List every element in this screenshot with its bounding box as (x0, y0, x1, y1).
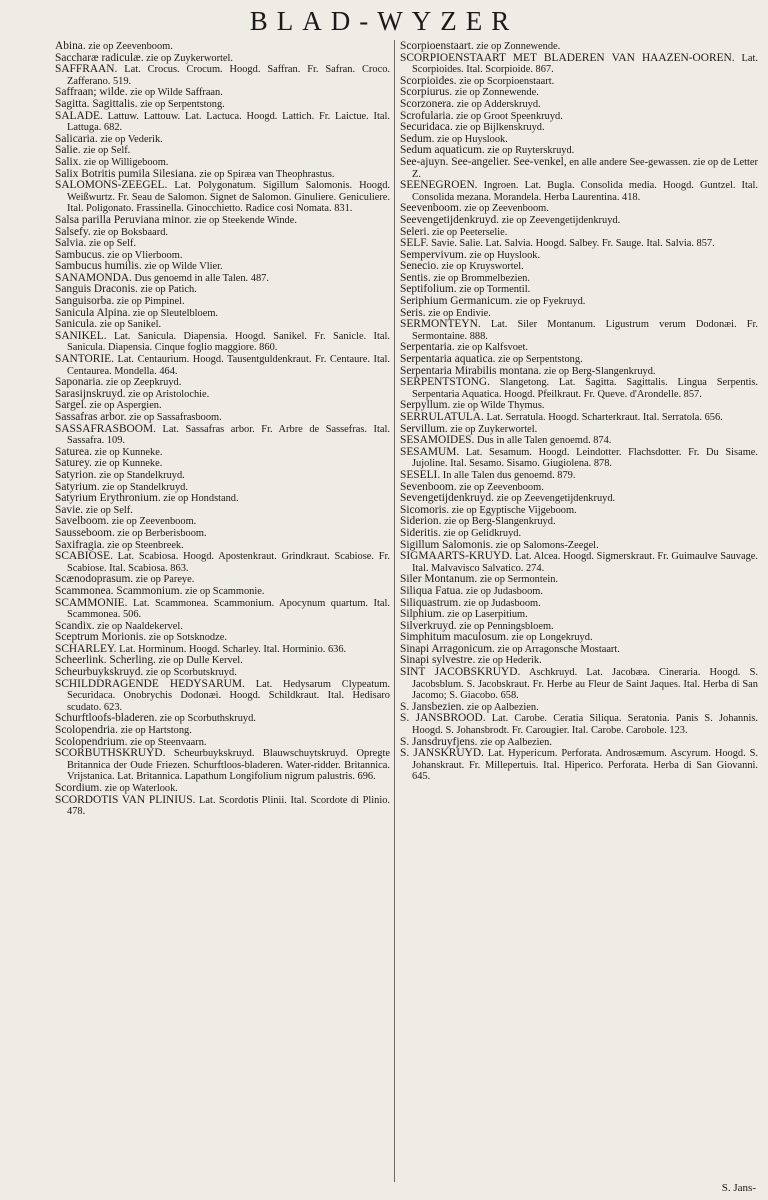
index-entry (55, 528, 390, 540)
index-entry (400, 250, 758, 262)
index-entry (55, 64, 390, 87)
entry-headword: Sedum aquaticum. (400, 144, 485, 157)
entry-headword: Saccharæ radiculæ. (55, 51, 144, 64)
entry-reference: zie op Bijlkenskruyd. (455, 122, 545, 134)
entry-reference: zie op Judasboom. (463, 597, 541, 609)
entry-headword: Sambucus. (55, 248, 105, 261)
entry-headword: Siliquastrum. (400, 596, 462, 609)
entry-headword: Sanicula Alpina. (55, 306, 131, 319)
entry-headword: Sanguisorba. (55, 295, 115, 308)
entry-reference: zie op Judasboom. (465, 585, 543, 597)
entry-headword: Schurftloofs-bladeren. (55, 712, 158, 725)
entry-headword: Savelboom. (55, 515, 110, 528)
entry-reference: Dus genoemd in alle Talen. 487. (134, 272, 269, 284)
entry-reference: Lat. Scordotis Plinii. Ital. Scordote di Plinio. 478. (67, 794, 390, 818)
entry-headword: Seevengetijdenkruyd. (400, 213, 500, 226)
entry-reference: Scheurbuykskruyd. Blauwschuytskruyd. Opregte Britannica der Oude Friezen. Schurftloos-bladeren. Water-ridder. Britannica. Vrijstanica. Lat. Britannica. Lapathum Longifolium nigrum palustris. 696. (67, 748, 390, 783)
entry-headword: SALOMONS-ZEEGEL. (55, 179, 168, 192)
entry-reference: zie op Zeevenboom. (111, 516, 197, 528)
entry-headword: Saturey. (55, 457, 92, 470)
left-column (55, 41, 390, 1181)
index-entry (400, 377, 758, 400)
entry-reference: zie op Egyptische Vijgeboom. (451, 504, 577, 516)
entry-reference: Lat. Hedysarum Clypeatum. Securidaca. Onobrychis Dodonæi. Hoogd. Schildkraut. Ital. Hedisaro scudato. 623. (67, 678, 390, 713)
entry-headword: Sausseboom. (55, 526, 115, 539)
entry-headword: Serpentaria. (400, 341, 455, 354)
index-entry (55, 679, 390, 714)
entry-reference: Lat. Scabiosa. Hoogd. Apostenkraut. Grindkraut. Scabiose. Fr. Scabiose. Ital. Scabiosa. 863. (67, 551, 390, 574)
index-entry (55, 493, 390, 505)
index-entry (400, 215, 758, 227)
entry-reference: zie op Spiræa van Theophrastus. (199, 168, 335, 180)
entry-reference: zie op Sassafrasboom. (129, 412, 222, 423)
entry-headword: SCAMMONIE. (55, 596, 128, 609)
index-entry (55, 447, 390, 459)
index-entry (400, 551, 758, 574)
entry-headword: Sentis. (400, 271, 431, 284)
entry-reference: zie op Kalfsvoet. (457, 342, 529, 354)
entry-headword: Sevengetijdenkruyd. (400, 492, 494, 505)
entry-headword: S. Jansbezien. (400, 700, 465, 713)
entry-reference: zie op Zuykerwortel. (450, 423, 538, 435)
entry-reference: zie op Aspergien. (89, 400, 162, 412)
entry-headword: Scolopendrium. (55, 735, 128, 748)
entry-reference: In alle Talen dus genoemd. 879. (442, 469, 576, 481)
entry-reference: zie op Scorpioenstaart. (459, 75, 555, 87)
index-entry (55, 145, 390, 157)
entry-reference: zie op Zeevenboom. (459, 481, 544, 493)
entry-headword: SCHARLEY. (55, 642, 117, 655)
entry-reference: zie op Aristolochie. (128, 388, 210, 400)
index-entry (55, 354, 390, 377)
entry-reference: zie op Scorbuthskruyd. (159, 713, 256, 725)
entry-headword: Salsa parilla Peruviana minor. (55, 213, 192, 226)
entry-headword: SANTORIE. (55, 353, 114, 366)
index-entry (400, 598, 758, 610)
entry-reference: zie op Steekende Winde. (194, 214, 297, 226)
entry-headword: Sedum. (400, 132, 435, 145)
entry-reference: zie op Berberisboom. (117, 527, 207, 539)
index-entry (400, 412, 758, 424)
entry-headword: Servillum. (400, 422, 448, 435)
entry-reference: Slangetong. Lat. Sagitta. Sagittalis. Lingua Serpentis. Serpentaria Aquatica. Hoogd. Pfeilkraut. Fr. Queve. d'Arondelle. 857. (412, 377, 758, 400)
index-entry (55, 99, 390, 111)
index-entry (400, 505, 758, 517)
entry-headword: Salicaria. (55, 132, 98, 145)
entry-headword: Sigillum Salomonis. (400, 538, 494, 551)
entry-headword: Sevenboom. (400, 480, 457, 493)
index-entry (400, 111, 758, 123)
entry-headword: Serpyllum. (400, 399, 451, 412)
entry-headword: SAFFRAAN. (55, 63, 118, 76)
column-divider (394, 40, 395, 1182)
entry-headword: SCORBUTHSKRUYD. (55, 747, 166, 760)
entry-reference: zie op Hondstand. (163, 493, 239, 505)
entry-reference: zie op Dulle Kervel. (158, 655, 243, 667)
entry-headword: S. JANSKRUYD. (400, 747, 484, 760)
entry-headword: SALADE. (55, 109, 103, 122)
index-entry (55, 308, 390, 320)
index-entry (55, 551, 390, 574)
entry-reference: zie op Serpentstong. (498, 354, 583, 366)
index-entry (400, 296, 758, 308)
entry-headword: SCHILDDRAGENDE HEDYSARUM. (55, 677, 245, 690)
entry-reference: zie op Penningsbloem. (459, 620, 554, 632)
index-entry (400, 667, 758, 702)
index-entry (400, 122, 758, 134)
entry-headword: SCORPIOENSTAART MET BLADEREN VAN HAAZEN-OOREN. (400, 51, 735, 64)
entry-headword: Senecio. (400, 260, 439, 273)
index-entry (55, 795, 390, 818)
entry-headword: Salvia. (55, 237, 87, 250)
entry-headword: SINT JACOBSKRUYD. (400, 666, 521, 679)
entry-reference: zie op Vederik. (100, 133, 163, 145)
entry-headword: Seris. (400, 306, 426, 319)
entry-reference: Lat. Serratula. Hoogd. Scharterkraut. Ital. Serratola. 656. (486, 412, 723, 423)
entry-reference: zie op Huyslook. (469, 249, 541, 261)
page-title: BLAD-WYZER (249, 6, 519, 36)
entry-reference: zie op Zeevengetijdenkruyd. (496, 493, 616, 505)
entry-headword: Scandix. (55, 619, 95, 632)
entry-headword: Sideritis. (400, 526, 441, 539)
entry-headword: Scolopendria. (55, 724, 118, 737)
entry-headword: Sanicula. (55, 318, 98, 331)
index-entry (400, 227, 758, 239)
index-entry (55, 598, 390, 621)
entry-reference: zie op Endivie. (428, 307, 491, 319)
entry-headword: See-ajuyn. See-angelier. See-venkel, (400, 155, 567, 168)
entry-headword: Sargel. (55, 399, 87, 412)
entry-reference: zie op Boksbaard. (93, 226, 168, 238)
index-entry (55, 238, 390, 250)
entry-headword: Septifolium. (400, 283, 457, 296)
right-column (400, 41, 758, 1181)
entry-headword: Siler Montanum. (400, 573, 478, 586)
entry-reference: Dus in alle Talen genoemd. 874. (476, 435, 612, 447)
entry-headword: Scammonea. Scammonium. (55, 584, 183, 597)
entry-reference: zie op Standelkruyd. (99, 469, 185, 481)
entry-reference: zie op Zeevenboom. (88, 41, 173, 52)
index-entry (55, 180, 390, 215)
entry-headword: Scænodoprasum. (55, 573, 134, 586)
entry-reference: zie op Berg-Slangenkruyd. (444, 516, 556, 528)
entry-reference: zie op Wilde Thymus. (452, 400, 545, 412)
entry-reference: zie op Scammonie. (185, 585, 265, 597)
entry-reference: Lat. Hypericum. Perforata. Androsæmum. Ascyrum. Hoogd. S. Johanskraut. Fr. Millepertuis. Ital. Hiperico. Perforata. Herba di San Giovanni. 645. (412, 748, 758, 783)
entry-headword: Salix Botritis pumila Silesiana. (55, 167, 197, 180)
entry-reference: zie op Zeepkruyd. (106, 377, 182, 389)
entry-reference: Lat. Alcea. Hoogd. Sigmerskraut. Fr. Guimaulve Sauvage. Ital. Malvavisco Salvatico. 274. (412, 551, 758, 574)
entry-headword: Seleri. (400, 225, 430, 238)
entry-headword: Satyrium. (55, 480, 100, 493)
index-entry (55, 458, 390, 470)
entry-reference: zie op Self. (88, 238, 136, 250)
entry-headword: Sicomoris. (400, 503, 450, 516)
entry-headword: Securidaca. (400, 121, 453, 134)
entry-reference: zie op Longekruyd. (511, 632, 593, 644)
entry-headword: Scordium. (55, 782, 103, 794)
entry-reference: Lat. Polygonatum. Sigillum Salomonis. Hoogd. Weißwurtz. Fr. Seau de Salomon. Signet de Salomon. Ginuliere. Geniculiere. Ital. Poligonato. Frassinella. Ginocchietto. Radice così Nomata. 831. (67, 180, 390, 215)
entry-reference: Aschkruyd. Lat. Jacobæa. Cineraria. Hoogd. S. Jacobsblum. S. Jacobskraut. Fr. Herbe au Fleur de Saint Jaques. Ital. Herba di San Jacomo; S. Giacobo. 658. (412, 667, 758, 702)
entry-reference: Lat. Siler Montanum. Ligustrum verum Dodonæi. Fr. Sermontaine. 888. (412, 319, 758, 342)
entry-headword: Salie. (55, 144, 81, 157)
entry-headword: Satyrion. (55, 468, 97, 481)
entry-headword: SANIKEL. (55, 329, 107, 342)
entry-reference: zie op Zonnewende. (476, 41, 561, 52)
index-entry (400, 180, 758, 203)
index-entry (55, 470, 390, 482)
catchword: S. Jans- (721, 1182, 756, 1194)
entry-reference: Lat. Scorpioides. Ital. Scorpioide. 867. (412, 52, 758, 76)
index-entry (55, 748, 390, 783)
entry-headword: SCABIOSE. (55, 550, 113, 563)
entry-headword: SERPENTSTONG. (400, 376, 490, 389)
entry-headword: SERRULATULA. (400, 411, 484, 423)
entry-headword: SCORDOTIS VAN PLINIUS. (55, 793, 196, 806)
entry-reference: zie op Brommelbezien. (433, 272, 530, 284)
index-entry (400, 99, 758, 111)
index-entry (400, 516, 758, 528)
entry-headword: Saffraan; wilde. (55, 86, 128, 99)
entry-headword: Saturea. (55, 445, 93, 458)
entry-reference: zie op Patich. (140, 284, 197, 296)
entry-headword: Sinapi sylvestre. (400, 654, 476, 667)
entry-reference: Lat. Horminum. Hoogd. Scharley. Ital. Horminio. 636. (119, 643, 347, 655)
entry-headword: Seevenboom. (400, 202, 462, 215)
entry-reference: zie op Kruyswortel. (441, 261, 524, 273)
entry-reference: zie op Steenbreek. (107, 539, 184, 551)
entry-reference: zie op Hartstong. (120, 725, 192, 737)
entry-headword: Siderion. (400, 515, 442, 528)
index-entry (400, 53, 758, 76)
entry-reference: zie op Naaldekervel. (97, 620, 183, 632)
entry-headword: Scheurbuykskruyd. (55, 666, 144, 679)
entry-reference: zie op Zeevenboom. (464, 203, 549, 215)
entry-headword: Abina. (55, 41, 86, 52)
entry-headword: Scrofularia. (400, 109, 454, 122)
entry-headword: Serpentaria aquatica. (400, 353, 496, 366)
index-entry (55, 111, 390, 134)
entry-headword: SANAMONDA. (55, 271, 132, 284)
entry-reference: zie op Willigeboom. (83, 156, 169, 168)
entry-reference: zie op Sanikel. (99, 319, 162, 331)
entry-headword: Sanguis Draconis. (55, 283, 138, 296)
index-entry (400, 713, 758, 736)
entry-headword: Sambucus humilis. (55, 260, 142, 273)
entry-headword: Scorpioenstaart. (400, 41, 474, 52)
entry-reference: zie op Aalbezien. (466, 701, 539, 713)
index-entry (55, 134, 390, 146)
entry-reference: Lat. Carobe. Ceratia Siliqua. Seratonia. Panis S. Johannis. Hoogd. S. Johansbrodt. Fr. Carougier. Ital. Carobe. Carobole. 123. (412, 713, 758, 737)
entry-reference: zie op Self. (83, 145, 131, 157)
entry-headword: Savie. (55, 503, 84, 516)
entry-headword: SASSAFRASBOOM. (55, 422, 156, 435)
entry-reference: Lattuw. Lattouw. Lat. Lactuca. Hoogd. Lattich. Fr. Laictue. Ital. Lattuga. 682. (67, 110, 390, 134)
entry-reference: Ingroen. Lat. Bugla. Consolida media. Hoogd. Guntzel. Ital. Consolida mezana. Morandela. Herba Laurentina. 418. (412, 180, 758, 203)
entry-headword: Scorzonera. (400, 97, 455, 110)
entry-reference: zie op Zonnewende. (454, 87, 539, 99)
entry-reference: zie op Sleutelbloem. (132, 307, 219, 319)
entry-headword: SELF. (400, 237, 429, 250)
entry-headword: SESAMOIDES. (400, 434, 475, 447)
entry-headword: Sinapi Arragonicum. (400, 642, 495, 655)
entry-headword: Seriphium Germanicum. (400, 295, 513, 308)
entry-headword: Saponaria. (55, 376, 104, 389)
entry-headword: S. JANSBROOD. (400, 712, 486, 725)
entry-headword: Sagitta. Sagittalis. (55, 97, 138, 110)
entry-reference: zie op Scorbutskruyd. (145, 667, 237, 679)
index-entry (55, 331, 390, 354)
entry-reference: Lat. Scammonea. Scammonium. Apocynum quartum. Ital. Scammonea. 506. (67, 597, 390, 621)
index-entry (400, 76, 758, 88)
entry-reference: zie op Vlierboom. (107, 249, 183, 261)
entry-reference: zie op Waterlook. (104, 783, 178, 794)
index-entry (55, 215, 390, 227)
entry-reference: Lat. Sesamum. Hoogd. Leindotter. Flachsdotter. Fr. Du Sisame. Jujoline. Ital. Sesamo. Sisamo. Giugiolena. 878. (412, 446, 758, 470)
entry-headword: S. Jansdruyfjens. (400, 735, 478, 748)
entry-reference: zie op Tormentil. (459, 284, 531, 296)
index-entry (400, 319, 758, 342)
entry-reference: zie op Zeevengetijdenkruyd. (501, 214, 621, 226)
entry-headword: Sassafras arbor. (55, 411, 127, 423)
entry-headword: SESAMUM. (400, 445, 460, 458)
entry-reference: en alle andere See-gewassen. zie op de Letter Z. (412, 156, 758, 180)
entry-reference: zie op Kunneke. (94, 446, 163, 458)
entry-headword: SERMONTEYN. (400, 318, 481, 331)
entry-reference: zie op Arragonsche Mostaart. (497, 643, 620, 655)
entry-reference: zie op Fyekruyd. (515, 296, 586, 308)
index-entry (55, 227, 390, 239)
entry-headword: Satyrium Erythronium. (55, 492, 161, 505)
entry-reference: Lat. Crocus. Crocum. Hoogd. Saffran. Fr. Safran. Croco. Zafferano. 519. (67, 64, 390, 87)
entry-headword: SEENEGROEN. (400, 179, 478, 192)
entry-reference: zie op Standelkruyd. (102, 481, 188, 493)
index-entry (400, 157, 758, 180)
index-entry (400, 447, 758, 470)
entry-headword: Serpentaria Mirabilis montana. (400, 364, 542, 377)
entry-reference: zie op Self. (85, 504, 133, 516)
entry-headword: Sceptrum Morionis. (55, 631, 147, 644)
entry-headword: SIGMAARTS-KRUYD. (400, 550, 513, 563)
entry-headword: Salsefy. (55, 225, 91, 238)
entry-headword: Sempervivum. (400, 248, 467, 261)
entry-reference: zie op Sermontein. (479, 574, 559, 586)
index-entry (55, 389, 390, 401)
entry-reference: zie op Serpentstong. (140, 98, 225, 110)
entry-headword: Simphitum maculosum. (400, 631, 509, 644)
entry-reference: zie op Salomons-Zeegel. (495, 539, 599, 551)
entry-headword: Siliqua Fatua. (400, 584, 464, 597)
entry-headword: Salix. (55, 155, 82, 168)
entry-reference: Lat. Centaurium. Hoogd. Tausentguldenkraut. Fr. Centaure. Ital. Centaurea. Mondella. 464. (67, 354, 390, 377)
entry-headword: Silverkruyd. (400, 619, 457, 632)
entry-reference: zie op Huyslook. (437, 133, 508, 145)
entry-reference: zie op Steenvaarn. (130, 736, 207, 748)
index-entry (55, 424, 390, 447)
entry-reference: zie op Sotsknodze. (148, 632, 227, 644)
entry-reference: zie op Gelidkruyd. (443, 527, 522, 539)
entry-reference: zie op Groot Speenkruyd. (456, 110, 563, 122)
entry-headword: Scorpiurus. (400, 86, 453, 99)
entry-headword: Scheerlink. Scherling. (55, 654, 156, 667)
entry-headword: Silphium. (400, 608, 445, 621)
entry-reference: zie op Wilde Vlier. (144, 261, 223, 273)
entry-reference: zie op Peeterselie. (432, 226, 508, 238)
entry-reference: zie op Adderskruyd. (456, 98, 541, 110)
index-entry (400, 493, 758, 505)
entry-headword: Sarasijnskruyd. (55, 387, 126, 400)
entry-reference: zie op Pimpinel. (116, 296, 185, 308)
entry-reference: zie op Hederik. (477, 655, 542, 667)
entry-headword: SESELI. (400, 468, 441, 481)
entry-reference: zie op Zuykerwortel. (146, 52, 234, 64)
entry-reference: zie op Wilde Saffraan. (130, 87, 223, 99)
entry-reference: zie op Ruyterskruyd. (487, 145, 575, 157)
entry-headword: Scorpioides. (400, 74, 457, 87)
entry-reference: zie op Berg-Slangenkruyd. (544, 365, 656, 377)
index-entry (400, 261, 758, 273)
entry-headword: Saxifragia. (55, 538, 105, 551)
entry-reference: Lat. Sanicula. Diapensia. Hoogd. Sanikel. Fr. Sanicle. Ital. Sanicula. Diapensia. Cinque foglio maggiore. 860. (67, 330, 390, 354)
index-entry (400, 748, 758, 783)
entry-reference: zie op Aalbezien. (480, 736, 552, 748)
entry-reference: zie op Kunneke. (94, 458, 163, 470)
entry-reference: zie op Pareye. (135, 574, 195, 586)
entry-reference: zie op Laserpitium. (447, 609, 528, 621)
entry-reference: Lat. Sassafras arbor. Fr. Arbre de Sassefras. Ital. Sassafra. 109. (67, 423, 390, 447)
entry-reference: Savie. Salie. Lat. Salvia. Hoogd. Salbey. Fr. Sauge. Ital. Salvia. 857. (431, 238, 715, 250)
